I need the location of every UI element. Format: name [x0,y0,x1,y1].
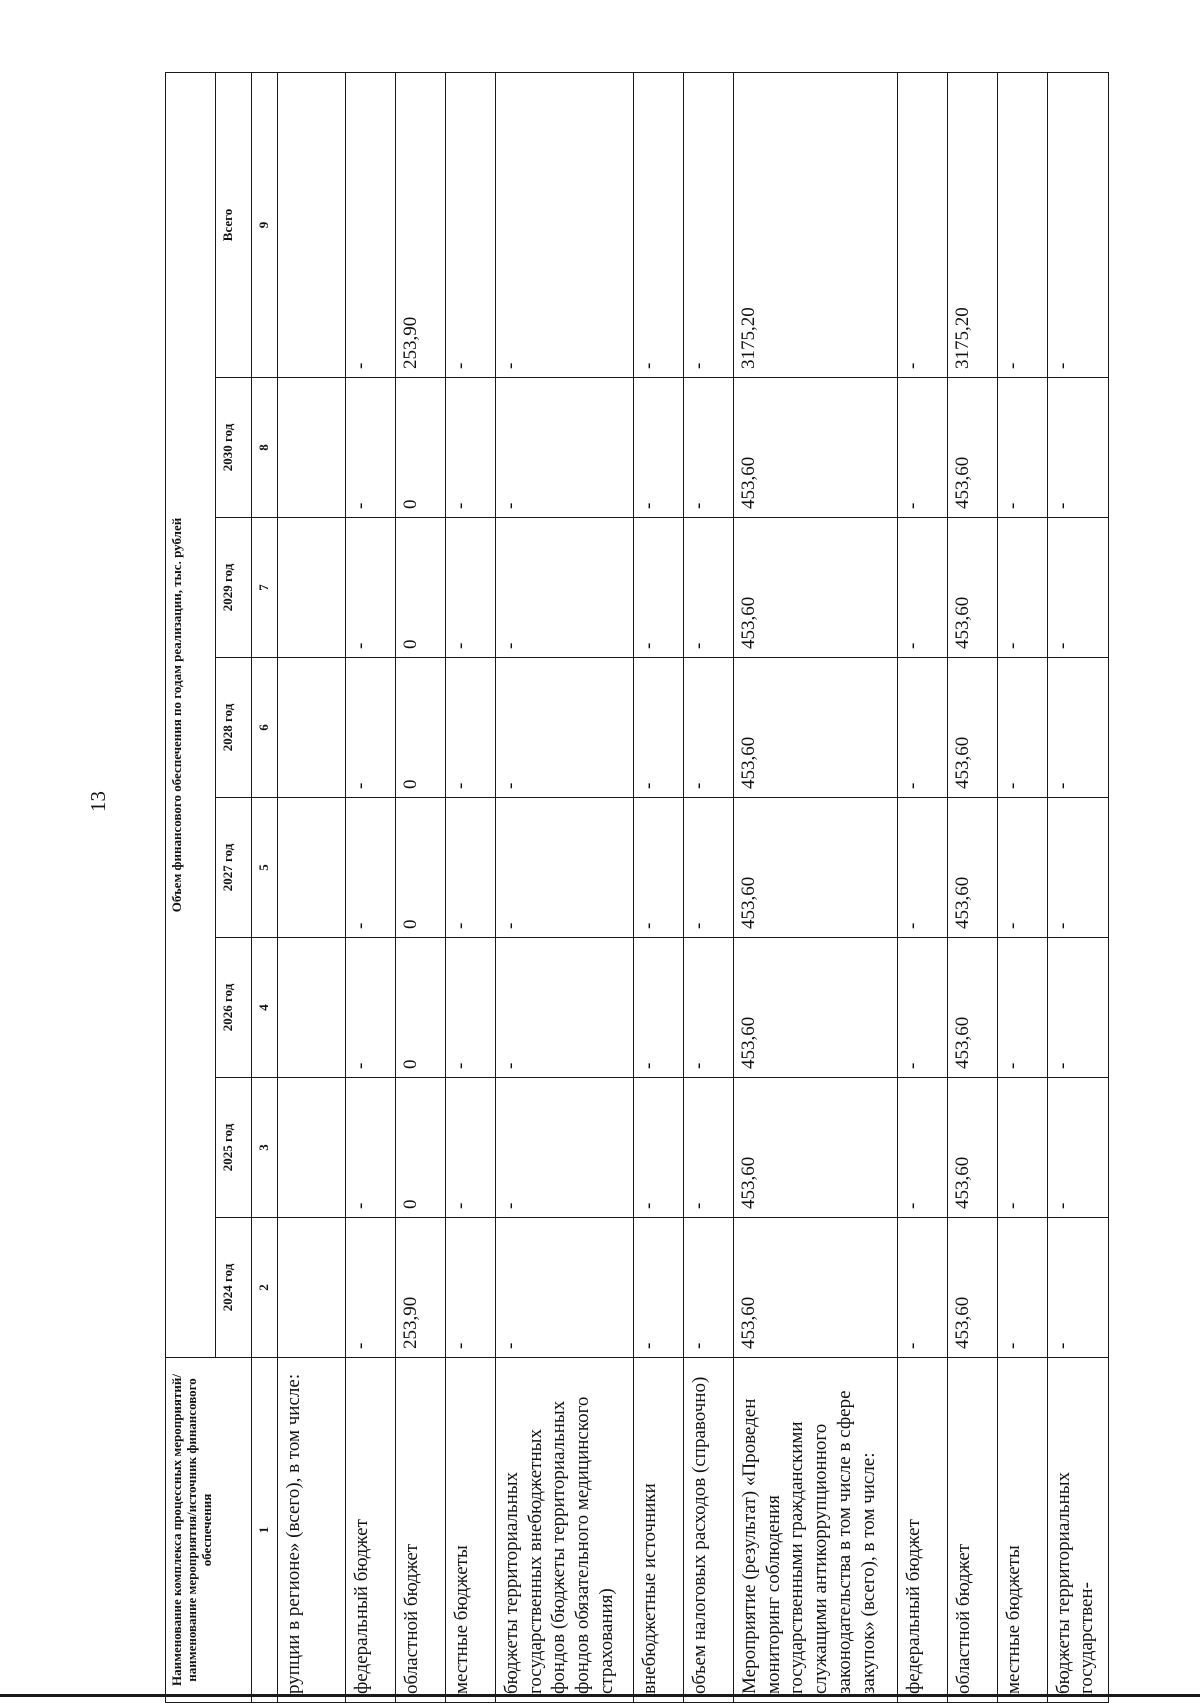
cell-value: 0 [396,1078,446,1218]
cell-value: - [495,72,633,377]
header-year: 2025 год [216,1078,252,1218]
cell-value: - [495,1218,633,1358]
cell-value: - [495,378,633,518]
cell-value [278,938,346,1078]
cell-value: - [684,1078,734,1218]
header-name: Наименование комплекса процессных мероприятий/наименование мероприятия/источник финансового обеспечения [166,1358,252,1703]
cell-value: - [634,378,684,518]
cell-value: - [1047,658,1108,798]
cell-value: 453,60 [733,658,897,798]
row-label: Мероприятие (результат) «Проведен мониторинг соблюдения государственными гражданскими служащими антикоррупционного законодательства в том числе в сфере закупок» (всего), в том числе: [733,1358,897,1703]
cell-value: - [346,938,396,1078]
cell-value: - [346,378,396,518]
cell-value [278,518,346,658]
cell-value: 253,90 [396,72,446,377]
cell-value: 453,60 [733,1078,897,1218]
cell-value: - [898,1078,948,1218]
cell-value: - [1047,72,1108,377]
table-row [684,72,734,1702]
cell-value: 453,60 [947,518,997,658]
cell-value: - [445,1078,495,1218]
cell-value: - [445,938,495,1078]
cell-value: - [634,72,684,377]
cell-value: - [898,658,948,798]
column-number: 4 [252,938,278,1078]
cell-value: 453,60 [947,658,997,798]
header-year: 2028 год [216,658,252,798]
cell-value: 453,60 [947,798,997,938]
column-number: 2 [252,1218,278,1358]
page-number: 13 [86,791,110,812]
cell-value: - [898,1218,948,1358]
cell-value: 453,60 [733,1218,897,1358]
cell-value: - [346,72,396,377]
cell-value: 453,60 [947,938,997,1078]
table-row [396,72,446,1702]
cell-value: - [898,938,948,1078]
cell-value: 453,60 [947,1218,997,1358]
column-number: 7 [252,518,278,658]
row-label: внебюджетные источники [634,1358,684,1703]
table-row [346,72,396,1702]
table-row [997,72,1047,1702]
row-label: объем налоговых расходов (справочно) [684,1358,734,1703]
cell-value: - [445,518,495,658]
cell-value: - [634,938,684,1078]
cell-value: - [634,798,684,938]
cell-value [278,658,346,798]
cell-value: 3175,20 [733,72,897,377]
cell-value [278,378,346,518]
row-label: бюджеты территориальных государственных внебюджетных фондов (бюджеты территориальных фондов обязательного медицинского страхования) [495,1358,633,1703]
row-label: областной бюджет [396,1358,446,1703]
cell-value: - [1047,1218,1108,1358]
column-number: 6 [252,658,278,798]
column-number: 3 [252,1078,278,1218]
cell-value: - [684,72,734,377]
rotated-table-container [165,73,1109,1703]
cell-value: 0 [396,518,446,658]
table-row [1047,72,1108,1702]
cell-value: - [445,72,495,377]
cell-value: 453,60 [733,798,897,938]
cell-value: 453,60 [947,1078,997,1218]
cell-value: 0 [396,378,446,518]
cell-value: - [1047,518,1108,658]
cell-value: - [346,1078,396,1218]
row-label: местные бюджеты [997,1358,1047,1703]
row-label: местные бюджеты [445,1358,495,1703]
cell-value: - [997,938,1047,1078]
cell-value [278,72,346,377]
cell-value: 0 [396,658,446,798]
header-year: 2029 год [216,518,252,658]
cell-value: 253,90 [396,1218,446,1358]
table-row [445,72,495,1702]
cell-value: - [634,1218,684,1358]
row-label: федеральный бюджет [346,1358,396,1703]
cell-value: - [1047,378,1108,518]
table-row [634,72,684,1702]
cell-value: - [1047,938,1108,1078]
financing-table [165,72,1109,1703]
cell-value: - [495,938,633,1078]
cell-value: - [495,798,633,938]
column-number: 9 [252,72,278,377]
cell-value: - [346,658,396,798]
cell-value: 3175,20 [947,72,997,377]
cell-value: - [495,658,633,798]
row-label: федеральный бюджет [898,1358,948,1703]
cell-value: - [684,938,734,1078]
column-number: 5 [252,798,278,938]
table-row [947,72,997,1702]
cell-value: - [684,1218,734,1358]
cell-value: - [684,798,734,938]
cell-value: - [495,1078,633,1218]
header-year: Всего [216,72,252,377]
cell-value [278,798,346,938]
cell-value: - [634,658,684,798]
page-bottom-edge [0,1694,1200,1697]
cell-value: - [1047,798,1108,938]
cell-value: - [634,1078,684,1218]
table-row [733,72,897,1702]
header-year: 2030 год [216,378,252,518]
cell-value: 453,60 [947,378,997,518]
header-year: 2024 год [216,1218,252,1358]
cell-value: - [495,518,633,658]
cell-value: - [997,1218,1047,1358]
cell-value: - [997,1078,1047,1218]
cell-value: - [684,518,734,658]
cell-value [278,1078,346,1218]
column-number: 1 [252,1358,278,1703]
cell-value: - [445,1218,495,1358]
table-row [898,72,948,1702]
cell-value: - [445,378,495,518]
cell-value: 0 [396,938,446,1078]
cell-value: - [898,518,948,658]
cell-value: - [898,72,948,377]
cell-value: - [1047,1078,1108,1218]
row-label: областной бюджет [947,1358,997,1703]
cell-value: - [445,798,495,938]
cell-value: 453,60 [733,378,897,518]
row-label: бюджеты территориальных государствен- [1047,1358,1108,1703]
header-volume: Объем финансового обеспечения по годам реализации, тыс. рублей [166,72,216,1357]
row-label: рупции в регионе» (всего), в том числе: [278,1358,346,1703]
cell-value [278,1218,346,1358]
cell-value: - [898,798,948,938]
cell-value: - [346,518,396,658]
cell-value: - [346,1218,396,1358]
cell-value: - [898,378,948,518]
header-year: 2027 год [216,798,252,938]
cell-value: - [997,518,1047,658]
cell-value: 453,60 [733,938,897,1078]
cell-value: - [997,378,1047,518]
cell-value: - [445,658,495,798]
cell-value: - [997,658,1047,798]
cell-value: - [684,658,734,798]
cell-value: - [997,798,1047,938]
cell-value: - [634,518,684,658]
table-row [278,72,346,1702]
cell-value: - [684,378,734,518]
cell-value: - [997,72,1047,377]
cell-value: 0 [396,798,446,938]
cell-value: - [346,798,396,938]
table-row [495,72,633,1702]
cell-value: 453,60 [733,518,897,658]
column-number: 8 [252,378,278,518]
header-year: 2026 год [216,938,252,1078]
